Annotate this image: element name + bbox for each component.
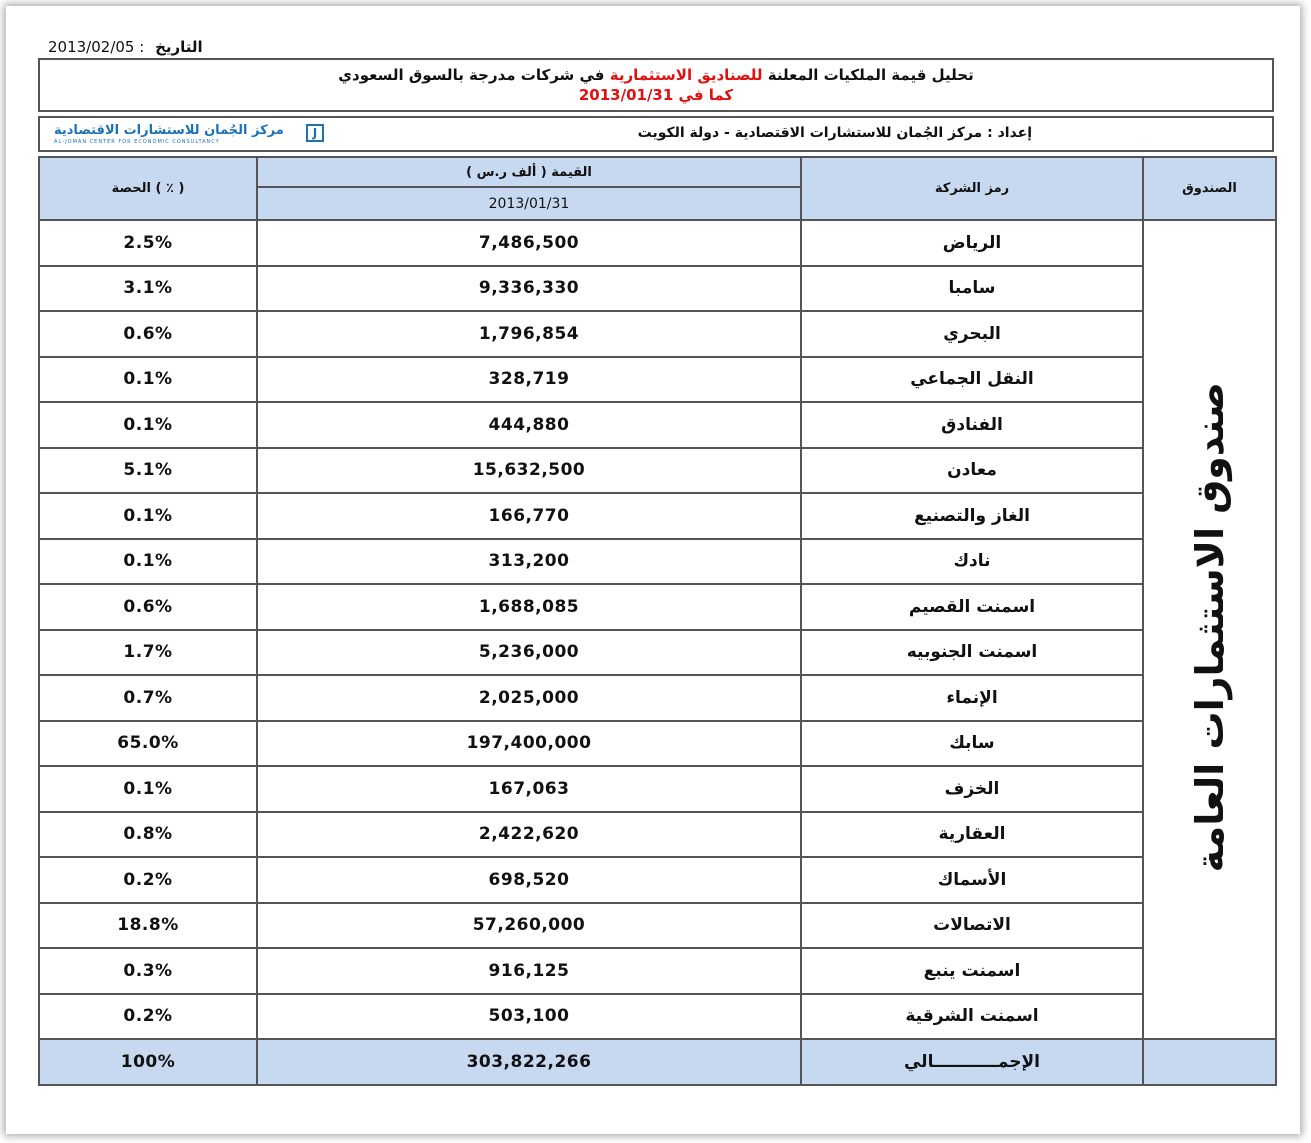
share-cell: 0.1% — [39, 493, 257, 539]
symbol-cell: البحري — [801, 311, 1143, 357]
share-cell: 0.1% — [39, 766, 257, 812]
table-row — [39, 948, 1276, 994]
symbol-cell: اسمنت القصيم — [801, 584, 1143, 630]
symbol-cell: العقارية — [801, 812, 1143, 858]
symbol-cell: الرياض — [801, 220, 1143, 266]
logo-subtitle: AL-JOMAN CENTER FOR ECONOMIC CONSULTANCY — [54, 139, 220, 145]
symbol-cell: اسمنت ينبع — [801, 948, 1143, 994]
title-part2: للصناديق الاستثمارية — [609, 66, 763, 84]
fund-name: صندوق الاستثمارات العامة — [1187, 381, 1232, 873]
header-fund: الصندوق — [1143, 157, 1276, 220]
value-cell: 503,100 — [257, 994, 801, 1040]
symbol-cell: الأسماك — [801, 857, 1143, 903]
share-cell: 18.8% — [39, 903, 257, 949]
total-row — [39, 1039, 1276, 1085]
value-cell: 166,770 — [257, 493, 801, 539]
table-row — [39, 493, 1276, 539]
symbol-cell: الفنادق — [801, 402, 1143, 448]
share-cell: 0.8% — [39, 812, 257, 858]
value-cell: 167,063 — [257, 766, 801, 812]
title-part3: في شركات مدرجة بالسوق السعودي — [338, 66, 605, 84]
share-cell: 1.7% — [39, 630, 257, 676]
joman-logo — [54, 123, 334, 147]
share-cell: 0.1% — [39, 539, 257, 585]
value-cell: 698,520 — [257, 857, 801, 903]
value-cell: 444,880 — [257, 402, 801, 448]
symbol-cell: سابك — [801, 721, 1143, 767]
report-date: 2013/02/05 : التاريخ — [48, 38, 203, 56]
table-row — [39, 357, 1276, 403]
title-part1: تحليل قيمة الملكيات المعلنة — [767, 66, 974, 84]
value-cell: 15,632,500 — [257, 448, 801, 494]
symbol-cell: النقل الجماعي — [801, 357, 1143, 403]
holdings-table — [38, 156, 1277, 1086]
title-box — [38, 58, 1274, 112]
table-row — [39, 857, 1276, 903]
share-cell: 5.1% — [39, 448, 257, 494]
logo-mark-icon: J — [306, 124, 324, 142]
share-cell: 2.5% — [39, 220, 257, 266]
value-cell: 313,200 — [257, 539, 801, 585]
prepared-by: إعداد : مركز الجُمان للاستشارات الاقتصادية - دولة الكويت — [637, 125, 1032, 141]
table-row — [39, 903, 1276, 949]
symbol-cell: نادك — [801, 539, 1143, 585]
table-body — [39, 220, 1276, 1085]
total-fund-cell — [1143, 1039, 1276, 1085]
value-cell: 197,400,000 — [257, 721, 801, 767]
total-value: 303,822,266 — [257, 1039, 801, 1085]
logo-text: مركز الجُمان للاستشارات الاقتصادية — [54, 123, 284, 138]
total-share: 100% — [39, 1039, 257, 1085]
report-subtitle: كما في 2013/01/31 — [578, 86, 734, 104]
share-cell: 0.1% — [39, 402, 257, 448]
value-cell: 7,486,500 — [257, 220, 801, 266]
value-cell: 1,796,854 — [257, 311, 801, 357]
share-cell: 65.0% — [39, 721, 257, 767]
value-cell: 9,336,330 — [257, 266, 801, 312]
symbol-cell: الاتصالات — [801, 903, 1143, 949]
table-row — [39, 630, 1276, 676]
date-label: التاريخ — [155, 38, 203, 56]
header-symbol: رمز الشركة — [801, 157, 1143, 220]
share-cell: 0.3% — [39, 948, 257, 994]
table-row — [39, 311, 1276, 357]
total-label: الإجمـــــــــــالي — [801, 1039, 1143, 1085]
value-cell: 328,719 — [257, 357, 801, 403]
share-cell: 0.6% — [39, 584, 257, 630]
symbol-cell: سامبا — [801, 266, 1143, 312]
value-cell: 57,260,000 — [257, 903, 801, 949]
value-cell: 916,125 — [257, 948, 801, 994]
symbol-cell: الإنماء — [801, 675, 1143, 721]
table-row — [39, 766, 1276, 812]
value-cell: 5,236,000 — [257, 630, 801, 676]
value-cell: 1,688,085 — [257, 584, 801, 630]
share-cell: 0.6% — [39, 311, 257, 357]
symbol-cell: معادن — [801, 448, 1143, 494]
share-cell: 0.7% — [39, 675, 257, 721]
share-cell: 3.1% — [39, 266, 257, 312]
symbol-cell: اسمنت الشرقية — [801, 994, 1143, 1040]
table-row — [39, 448, 1276, 494]
table-row — [39, 994, 1276, 1040]
fund-cell — [1143, 220, 1276, 1039]
symbol-cell: اسمنت الجنوبيه — [801, 630, 1143, 676]
header-value-date: 2013/01/31 — [257, 187, 801, 220]
share-cell: 0.2% — [39, 857, 257, 903]
header-value: القيمة ( ألف ر.س ) — [257, 157, 801, 187]
prepared-by-box — [38, 116, 1274, 152]
table-row — [39, 721, 1276, 767]
table-row — [39, 266, 1276, 312]
date-value: 2013/02/05 — [48, 38, 135, 56]
header-share: الحصة ( ٪ ) — [39, 157, 257, 220]
table-row — [39, 402, 1276, 448]
table-row — [39, 539, 1276, 585]
symbol-cell: الغاز والتصنيع — [801, 493, 1143, 539]
value-cell: 2,422,620 — [257, 812, 801, 858]
table-row — [39, 812, 1276, 858]
table-row — [39, 584, 1276, 630]
symbol-cell: الخزف — [801, 766, 1143, 812]
value-cell: 2,025,000 — [257, 675, 801, 721]
share-cell: 0.2% — [39, 994, 257, 1040]
report-title — [40, 66, 1272, 84]
share-cell: 0.1% — [39, 357, 257, 403]
table-row — [39, 220, 1276, 266]
table-row — [39, 675, 1276, 721]
